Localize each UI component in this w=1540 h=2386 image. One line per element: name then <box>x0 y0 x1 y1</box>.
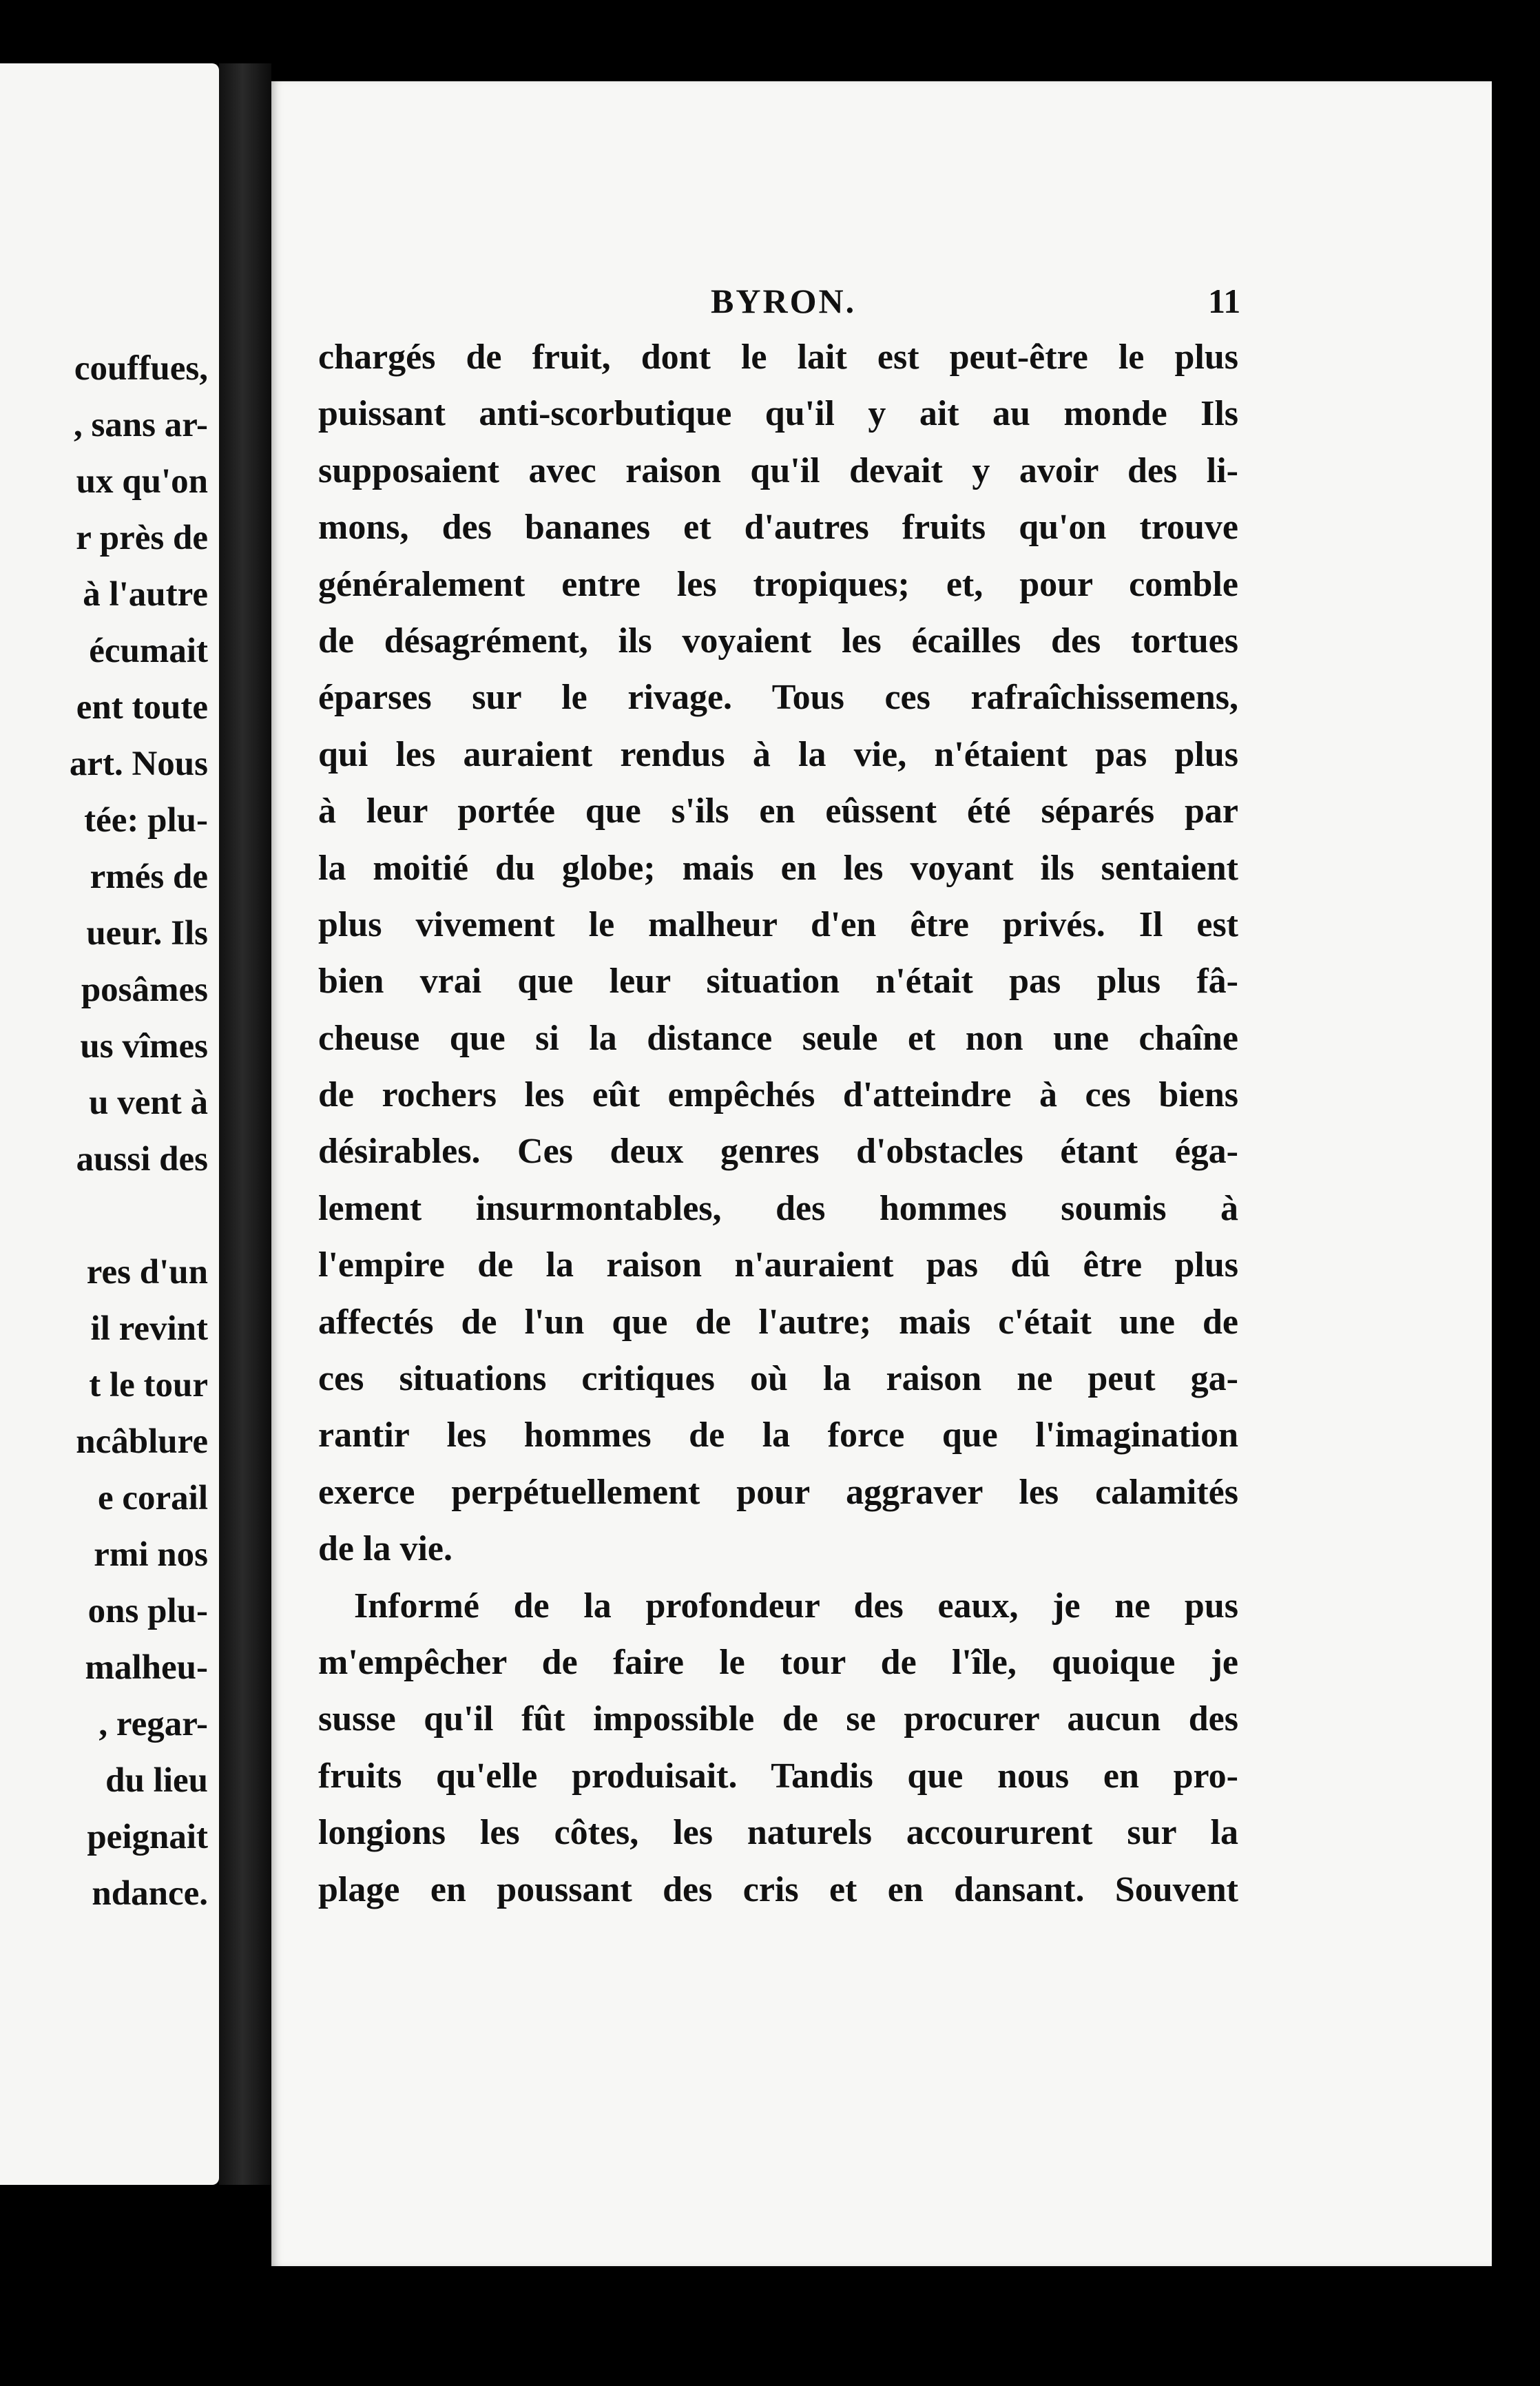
text-line: chargés de fruit, dont le lait est peut-être le plus <box>318 338 1238 377</box>
text-line: rantir les hommes de la force que l'imagination <box>318 1415 1238 1455</box>
left-page-line: t le tour <box>89 1366 208 1404</box>
right-page <box>271 81 1492 2266</box>
text-line: puissant anti-scorbutique qu'il y ait au monde Ils <box>318 394 1238 434</box>
text-line: qui les auraient rendus à la vie, n'étaient pas plus <box>318 734 1238 774</box>
left-page-line: tée: plu- <box>84 801 208 840</box>
body-text <box>318 329 1238 1918</box>
left-page-line: posâmes <box>81 971 208 1009</box>
text-line: fruits qu'elle produisait. Tandis que nous en pro- <box>318 1756 1238 1796</box>
left-page-line: ux qu'on <box>76 462 208 501</box>
left-page-line: écumait <box>89 632 208 670</box>
text-line: à leur portée que s'ils en eûssent été séparés par <box>318 791 1238 831</box>
left-page-line: du lieu <box>105 1761 208 1800</box>
left-page-line: rmi nos <box>94 1535 208 1574</box>
left-page-line: ndance. <box>92 1874 208 1913</box>
left-page-line: ons plu- <box>87 1592 208 1630</box>
text-line: plage en poussant des cris et en dansant. Souvent <box>318 1869 1238 1909</box>
text-line: affectés de l'un que de l'autre; mais c'était une de <box>318 1302 1238 1342</box>
text-line: de rochers les eût empêchés d'atteindre à ces biens <box>318 1075 1238 1115</box>
text-line: plus vivement le malheur d'en être privés. Il est <box>318 904 1238 944</box>
left-page-line: aussi des <box>76 1140 208 1179</box>
left-page-line: couffues, <box>74 349 208 388</box>
left-page-line: malheu- <box>85 1648 208 1687</box>
left-page-fragment <box>0 63 219 2185</box>
text-line: bien vrai que leur situation n'était pas plus fâ- <box>318 962 1238 1002</box>
text-line: cheuse que si la distance seule et non une chaîne <box>318 1018 1238 1058</box>
text-line: désirables. Ces deux genres d'obstacles étant éga- <box>318 1132 1238 1172</box>
left-page-line: rmés de <box>90 858 208 896</box>
text-line: Informé de la profondeur des eaux, je ne pus <box>354 1586 1238 1626</box>
left-page-line: il revint <box>90 1309 208 1348</box>
page-header <box>271 281 1492 322</box>
text-line: mons, des bananes et d'autres fruits qu'on trouve <box>318 508 1238 548</box>
left-page-line: art. Nous <box>69 745 208 783</box>
text-line: supposaient avec raison qu'il devait y avoir des li- <box>318 450 1238 490</box>
text-line: exerce perpétuellement pour aggraver les calamités <box>318 1472 1238 1512</box>
left-page-line: ueur. Ils <box>86 914 208 953</box>
running-head: BYRON. <box>711 282 857 320</box>
left-page-line: à l'autre <box>83 575 208 614</box>
text-line: éparses sur le rivage. Tous ces rafraîchissemens, <box>318 678 1238 718</box>
left-page-line: r près de <box>76 519 208 557</box>
text-line: de désagrément, ils voyaient les écailles des tortues <box>318 621 1238 661</box>
book-gutter <box>219 63 271 2185</box>
left-page-line: us vîmes <box>80 1027 208 1066</box>
left-page-line: u vent à <box>89 1083 208 1122</box>
text-line: m'empêcher de faire le tour de l'île, quoique je <box>318 1642 1238 1682</box>
text-line: longions les côtes, les naturels accoururent sur la <box>318 1813 1238 1853</box>
left-page-line: , sans ar- <box>73 406 208 444</box>
text-line: la moitié du globe; mais en les voyant ils sentaient <box>318 848 1238 888</box>
page-number: 11 <box>1208 282 1241 320</box>
text-line: ces situations critiques où la raison ne peut ga- <box>318 1359 1238 1399</box>
text-line: susse qu'il fût impossible de se procurer aucun des <box>318 1699 1238 1739</box>
text-line: de la vie. <box>318 1529 452 1569</box>
text-line: lement insurmontables, des hommes soumis à <box>318 1188 1238 1228</box>
left-page-line: res d'un <box>86 1253 208 1291</box>
text-line: l'empire de la raison n'auraient pas dû être plus <box>318 1245 1238 1285</box>
left-page-line: , regar- <box>98 1705 208 1743</box>
left-page-line: peignait <box>87 1818 208 1856</box>
text-line: généralement entre les tropiques; et, pour comble <box>318 564 1238 604</box>
left-page-line: ent toute <box>76 688 208 727</box>
left-page-line: ncâblure <box>76 1422 208 1461</box>
left-page-line: e corail <box>98 1479 208 1517</box>
